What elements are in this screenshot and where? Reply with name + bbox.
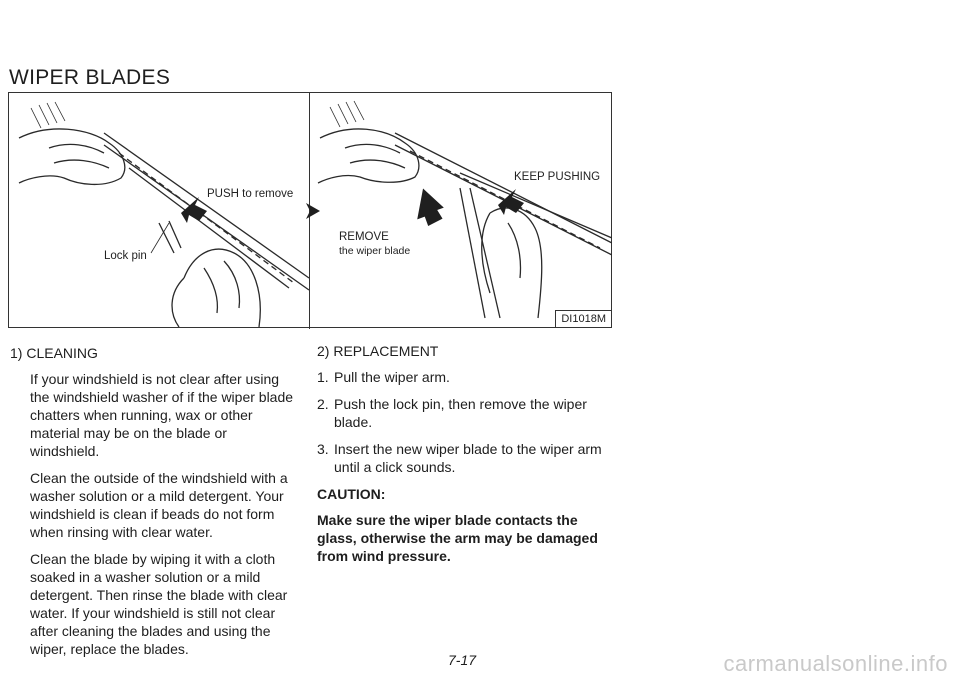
page-title: WIPER BLADES (9, 66, 171, 90)
figure-code: DI1018M (555, 310, 611, 327)
watermark: carmanualsonline.info (723, 651, 948, 676)
cleaning-heading: 1) CLEANING (10, 345, 98, 361)
replacement-section (312, 342, 612, 565)
label-remove-sub: the wiper blade (339, 245, 411, 257)
list-item (312, 440, 612, 476)
cleaning-paragraph: Clean the blade by wiping it with a cloth soaked in a washer solution or a mild detergent. Then rinse the blade with clear water. If your windshield is still not clear after cleaning the blades and using the wiper, replace the blades. (30, 551, 288, 657)
cleaning-paragraph: If your windshield is not clear after using the windshield washer of if the wiper blade chatters when running, wax or other material may be on the blade or windshield. (30, 371, 294, 459)
caution-text: Make sure the wiper blade contacts the glass, otherwise the arm may be damaged from wind pressure. (317, 512, 598, 564)
label-keep-pushing: KEEP PUSHING (514, 171, 601, 183)
step-number: 3. (317, 441, 329, 457)
cleaning-paragraph: Clean the outside of the windshield with a washer solution or a mild detergent. Your windshield is clean if beads do not form when rinsing with clear water. (30, 470, 288, 540)
remove-arrow-icon (408, 184, 448, 229)
push-arrow-icon (181, 197, 207, 223)
page-number: 7-17 (448, 652, 477, 668)
step-number: 1. (317, 369, 329, 385)
step-number: 2. (317, 396, 329, 412)
cleaning-section (10, 344, 300, 667)
right-panel-drawing (310, 93, 612, 327)
step-text: Pull the wiper arm. (334, 369, 450, 385)
list-item (312, 395, 612, 431)
left-panel-drawing (9, 93, 309, 327)
list-item (312, 368, 612, 386)
label-push-to-remove: PUSH to remove (207, 188, 294, 200)
replacement-heading: 2) REPLACEMENT (317, 343, 439, 359)
caution-heading: CAUTION: (317, 486, 386, 502)
replacement-steps (312, 368, 612, 476)
step-text: Push the lock pin, then remove the wiper blade. (334, 396, 587, 430)
label-lock-pin: Lock pin (104, 250, 147, 262)
wiper-illustration (8, 92, 612, 328)
next-step-arrow-icon (306, 201, 322, 221)
label-remove: REMOVE (339, 231, 389, 243)
step-text: Insert the new wiper blade to the wiper arm until a click sounds. (334, 441, 602, 475)
